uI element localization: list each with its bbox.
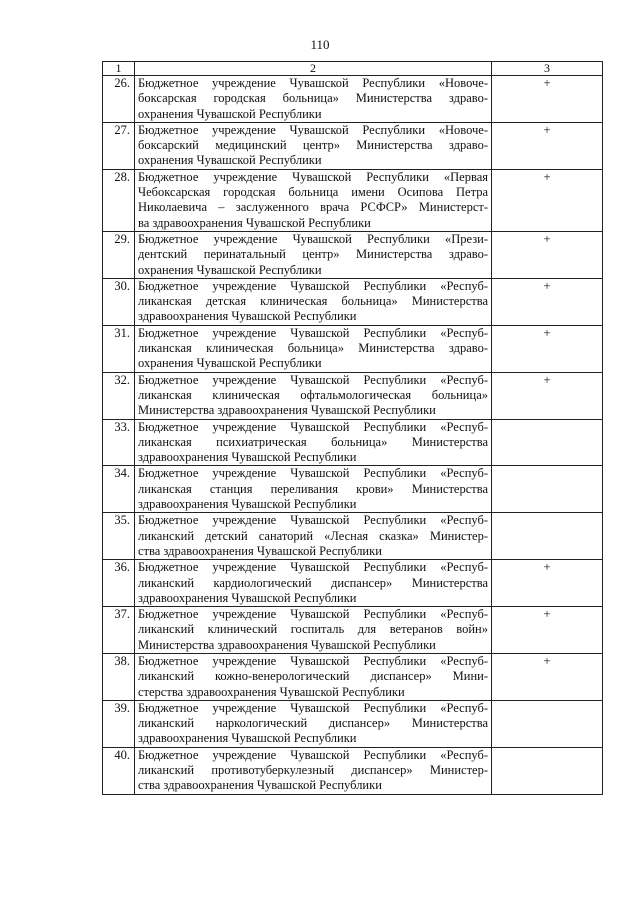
table-row [103, 419, 603, 466]
row-number: 36. [103, 560, 135, 607]
row-number: 39. [103, 700, 135, 747]
table-row [103, 653, 603, 700]
institution-name-line: Бюджетное учреждение Чувашской Республики «Респуб- [138, 325, 488, 340]
institution-name-line: Бюджетное учреждение Чувашской Республики «Респуб- [138, 653, 488, 668]
row-number: 31. [103, 325, 135, 372]
institutions-table [102, 61, 603, 795]
row-number: 26. [103, 76, 135, 123]
mark-cell: + [492, 278, 603, 325]
table-row [103, 747, 603, 794]
institution-name-line: здравоохранения Чувашской Республики [138, 497, 357, 512]
table-row [103, 560, 603, 607]
mark-cell: + [492, 560, 603, 607]
row-number: 40. [103, 747, 135, 794]
column-header-name: 2 [135, 62, 492, 76]
mark-cell: + [492, 607, 603, 654]
institution-name-line: боксарская городская больница» Министерства здраво- [138, 91, 488, 106]
institution-name [135, 607, 492, 654]
institution-name-line: ликанский клинический госпиталь для ветеранов войн» [138, 622, 488, 637]
institution-name-line: охранения Чувашской Республики [138, 356, 322, 371]
institution-name [135, 419, 492, 466]
page-number: 110 [310, 37, 330, 52]
row-number: 27. [103, 122, 135, 169]
row-number: 37. [103, 607, 135, 654]
institution-name [135, 76, 492, 123]
institution-name [135, 169, 492, 231]
institution-name-line: ликанская станция переливания крови» Министерства [138, 481, 488, 496]
row-number: 38. [103, 653, 135, 700]
institution-name-line: Бюджетное учреждение Чувашской Республики «Респуб- [138, 607, 488, 622]
mark-cell: + [492, 372, 603, 419]
table-row [103, 466, 603, 513]
institution-name-line: Бюджетное учреждение Чувашской Республики «Прези- [138, 231, 488, 246]
mark-cell: + [492, 325, 603, 372]
institution-name-line: охранения Чувашской Республики [138, 153, 322, 168]
table-row [103, 513, 603, 560]
institution-name-line: Бюджетное учреждение Чувашской Республики «Респуб- [138, 278, 488, 293]
institution-name [135, 278, 492, 325]
institution-name-line: ства здравоохранения Чувашской Республики [138, 778, 382, 793]
table-row [103, 325, 603, 372]
table-row [103, 700, 603, 747]
row-number: 35. [103, 513, 135, 560]
institution-name-line: дентский перинатальный центр» Министерства здраво- [138, 247, 488, 262]
mark-cell [492, 747, 603, 794]
institution-name-line: ликанская детская клиническая больница» Министерства [138, 294, 488, 309]
institution-name-line: ликанский противотуберкулезный диспансер» Министер- [138, 763, 488, 778]
column-header-number: 1 [103, 62, 135, 76]
institution-name-line: здравоохранения Чувашской Республики [138, 590, 357, 605]
institution-name-line: Министерства здравоохранения Чувашской Республики [138, 637, 436, 652]
institution-name-line: Бюджетное учреждение Чувашской Республики «Первая [138, 169, 488, 184]
mark-cell [492, 419, 603, 466]
institution-name [135, 700, 492, 747]
mark-cell [492, 513, 603, 560]
institution-name [135, 325, 492, 372]
institution-name [135, 747, 492, 794]
table-row [103, 231, 603, 278]
institution-name-line: Бюджетное учреждение Чувашской Республики «Респуб- [138, 747, 488, 762]
institution-name-line: боксарский медицинский центр» Министерства здраво- [138, 138, 488, 153]
table-row [103, 278, 603, 325]
institution-name-line: Чебоксарская городская больница имени Осипова Петра [138, 185, 488, 200]
institution-name-line: ликанский кожно-венерологический диспансер» Мини- [138, 669, 488, 684]
table-header-row [103, 62, 603, 76]
institution-name-line: Бюджетное учреждение Чувашской Республики «Новоче- [138, 122, 488, 137]
mark-cell: + [492, 76, 603, 123]
institution-name-line: Николаевича – заслуженного врача РСФСР» Министерст- [138, 200, 488, 215]
institution-name-line: Бюджетное учреждение Чувашской Республики «Респуб- [138, 466, 488, 481]
institution-name-line: ликанская психиатрическая больница» Министерства [138, 434, 488, 449]
mark-cell: + [492, 122, 603, 169]
institution-name [135, 513, 492, 560]
row-number: 32. [103, 372, 135, 419]
institution-name-line: Бюджетное учреждение Чувашской Республики «Респуб- [138, 419, 488, 434]
institution-name-line: ликанская клиническая офтальмологическая больница» [138, 387, 488, 402]
institution-name-line: ликанская клиническая больница» Министерства здраво- [138, 341, 488, 356]
table-row [103, 122, 603, 169]
mark-cell: + [492, 231, 603, 278]
row-number: 29. [103, 231, 135, 278]
institution-name-line: Бюджетное учреждение Чувашской Республики «Респуб- [138, 513, 488, 528]
institution-name-line: ва здравоохранения Чувашской Республики [138, 215, 371, 230]
table-row [103, 607, 603, 654]
institution-name-line: здравоохранения Чувашской Республики [138, 450, 357, 465]
institution-name-line: ства здравоохранения Чувашской Республики [138, 543, 382, 558]
mark-cell: + [492, 169, 603, 231]
institution-name-line: здравоохранения Чувашской Республики [138, 309, 357, 324]
row-number: 34. [103, 466, 135, 513]
column-header-mark: 3 [492, 62, 603, 76]
institution-name-line: ликанский наркологический диспансер» Министерства [138, 716, 488, 731]
mark-cell [492, 466, 603, 513]
institution-name-line: Бюджетное учреждение Чувашской Республики «Респуб- [138, 372, 488, 387]
institution-name-line: ликанский детский санаторий «Лесная сказка» Министер- [138, 528, 488, 543]
institution-name-line: Бюджетное учреждение Чувашской Республики «Новоче- [138, 76, 488, 90]
row-number: 28. [103, 169, 135, 231]
institution-name-line: Министерства здравоохранения Чувашской Республики [138, 403, 436, 418]
institution-name-line: Бюджетное учреждение Чувашской Республики «Респуб- [138, 700, 488, 715]
mark-cell: + [492, 653, 603, 700]
table-row [103, 76, 603, 123]
institution-name [135, 466, 492, 513]
institution-name-line: ликанский кардиологический диспансер» Министерства [138, 575, 488, 590]
institution-name [135, 653, 492, 700]
table-row [103, 372, 603, 419]
institution-name [135, 122, 492, 169]
institution-name [135, 372, 492, 419]
institution-name-line: охранения Чувашской Республики [138, 106, 322, 121]
institution-name-line: стерства здравоохранения Чувашской Республики [138, 684, 405, 699]
row-number: 30. [103, 278, 135, 325]
institution-name [135, 560, 492, 607]
institution-name [135, 231, 492, 278]
mark-cell [492, 700, 603, 747]
institution-name-line: Бюджетное учреждение Чувашской Республики «Респуб- [138, 560, 488, 575]
institution-name-line: охранения Чувашской Республики [138, 262, 322, 277]
table-row [103, 169, 603, 231]
row-number: 33. [103, 419, 135, 466]
institution-name-line: здравоохранения Чувашской Республики [138, 731, 357, 746]
